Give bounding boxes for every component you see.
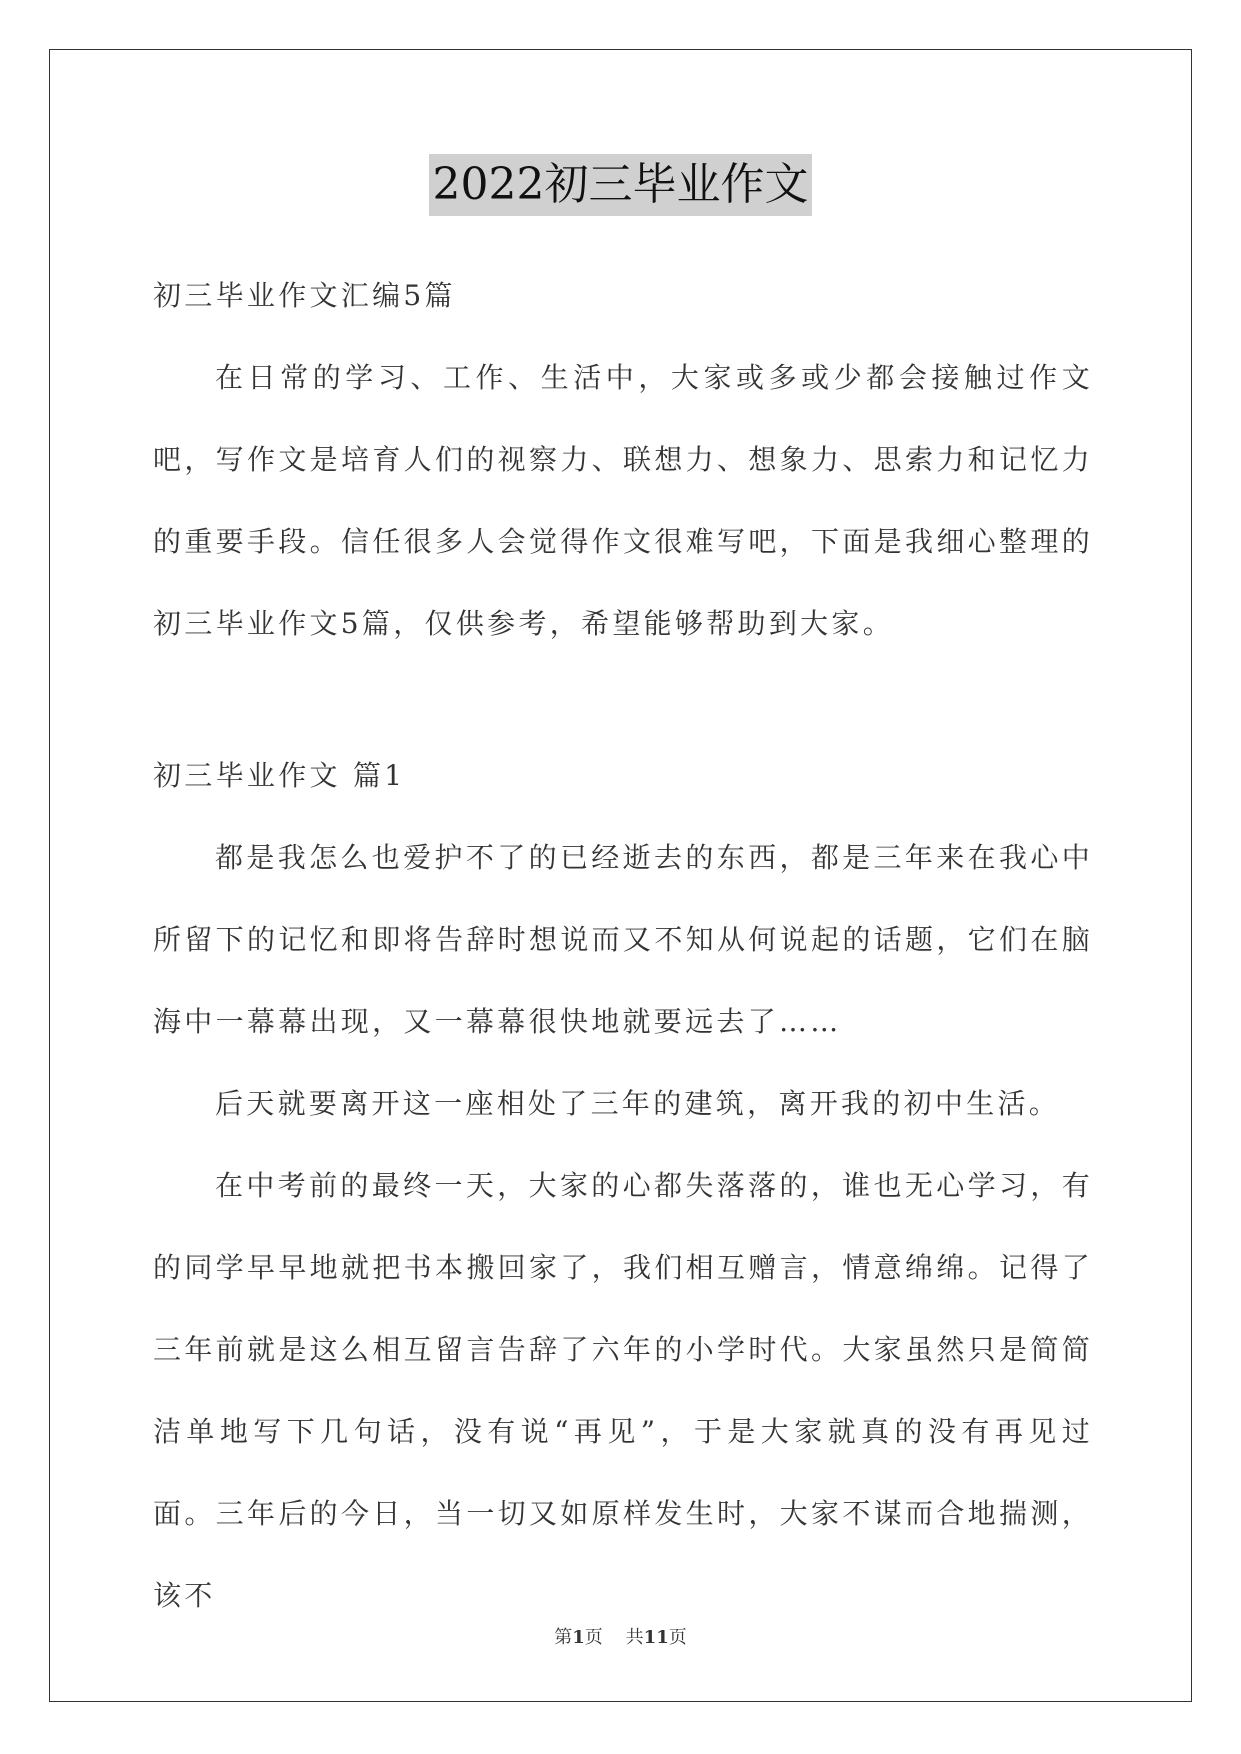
intro-paragraph: 在日常的学习、工作、生活中，大家或多或少都会接触过作文吧，写作文是培育人们的视察力、联想力、想象力、思索力和记忆力的重要手段。信任很多人会觉得作文很难写吧，下面是我细心整理的初三毕业作文5篇，仅供参考，希望能够帮助到大家。	[153, 361, 1093, 640]
title-container	[0, 154, 1241, 216]
body-paragraph: 后天就要离开这一座相处了三年的建筑，离开我的初中生活。	[215, 1087, 1061, 1120]
page-total: 11	[643, 1627, 669, 1648]
page-current: 1	[572, 1627, 585, 1648]
total-suffix: 页	[668, 1627, 687, 1648]
body-paragraph: 在中考前的最终一天，大家的心都失落落的，谁也无心学习，有的同学早早地就把书本搬回家了，我们相互赠言，情意绵绵。记得了三年前就是这么相互留言告辞了六年的小学时代。大家虽然只是简简洁单地写下几句话，没有说“再见”，于是大家就真的没有再见过面。三年后的今日，当一切又如原样发生时，大家不谋而合地揣测，该不	[153, 1169, 1093, 1612]
body-paragraph: 都是我怎么也爱护不了的已经逝去的东西，都是三年来在我心中所留下的记忆和即将告辞时想说而又不知从何说起的话题，它们在脑海中一幕幕出现，又一幕幕很快地就要远去了……	[153, 841, 1093, 1038]
page-prefix: 第	[554, 1627, 573, 1648]
page-suffix: 页	[584, 1627, 603, 1648]
document-body	[153, 255, 1093, 1637]
total-prefix: 共	[625, 1627, 644, 1648]
section-heading: 初三毕业作文 篇1	[153, 759, 406, 792]
document-subtitle: 初三毕业作文汇编5篇	[153, 279, 456, 312]
page-footer	[0, 1626, 1241, 1650]
document-title: 2022初三毕业作文	[429, 154, 813, 216]
